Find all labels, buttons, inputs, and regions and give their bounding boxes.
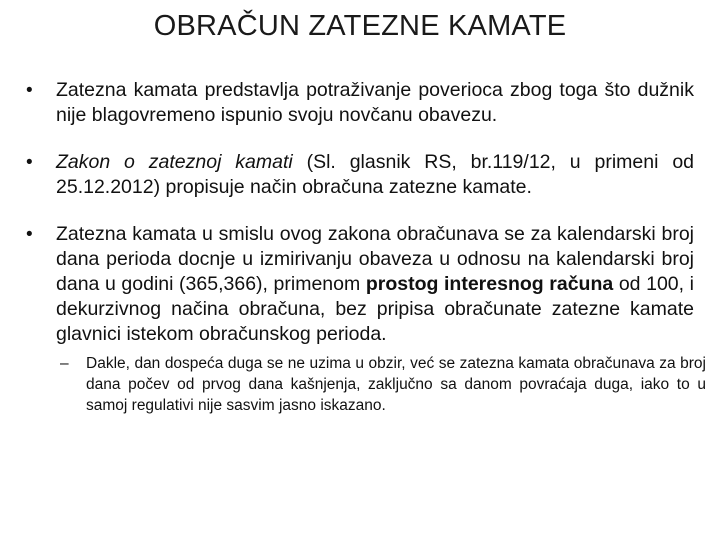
law-name: Zakon o zateznoj kamati — [56, 151, 293, 173]
bullet-3-bold-term: prostog interesnog računa — [365, 273, 614, 295]
bullet-2-text: (Sl. glasnik RS, br.119/12, u primeni od 25.12.2012) propisuje način obračuna zatezne kamate. — [56, 151, 695, 198]
bullet-item-2 — [26, 150, 694, 200]
bullet-3-text-start: Zatezna kamata u smislu ovog zakona obračunava se za kalendarski broj dana perioda docnje u izmirivanju obaveza u odnosu na kalendarski broj dana u godini (365,366), primenom — [56, 223, 694, 295]
bullet-item-3 — [26, 222, 694, 347]
sub-bullet-item — [26, 353, 706, 416]
bullet-dot-icon: • — [26, 80, 33, 101]
slide-title: OBRAČUN ZATEZNE KAMATE — [153, 10, 567, 42]
dash-icon: – — [60, 355, 69, 372]
bullet-item-1 — [26, 78, 694, 128]
bullet-3-text-end: od 100, i dekurzivnog načina obračuna, bez pripisa obračunate zatezne kamate glavnici istekom obračunskog perioda. — [56, 273, 694, 345]
slide-body — [26, 78, 706, 416]
bullet-dot-icon: • — [26, 224, 33, 245]
sub-bullet-text: Dakle, dan dospeća duga se ne uzima u obzir, već se zatezna kamata obračunava za broj dana počev od prvog dana kašnjenja, zaključno sa danom povraćaja duga, iako to u samoj regulativi nije sasvim jasno iskazano. — [86, 355, 706, 414]
bullet-dot-icon: • — [26, 152, 33, 173]
bullet-1-text: Zatezna kamata predstavlja potraživanje poverioca zbog toga što dužnik nije blagovremeno ispunio svoju novčanu obavezu. — [56, 79, 694, 126]
